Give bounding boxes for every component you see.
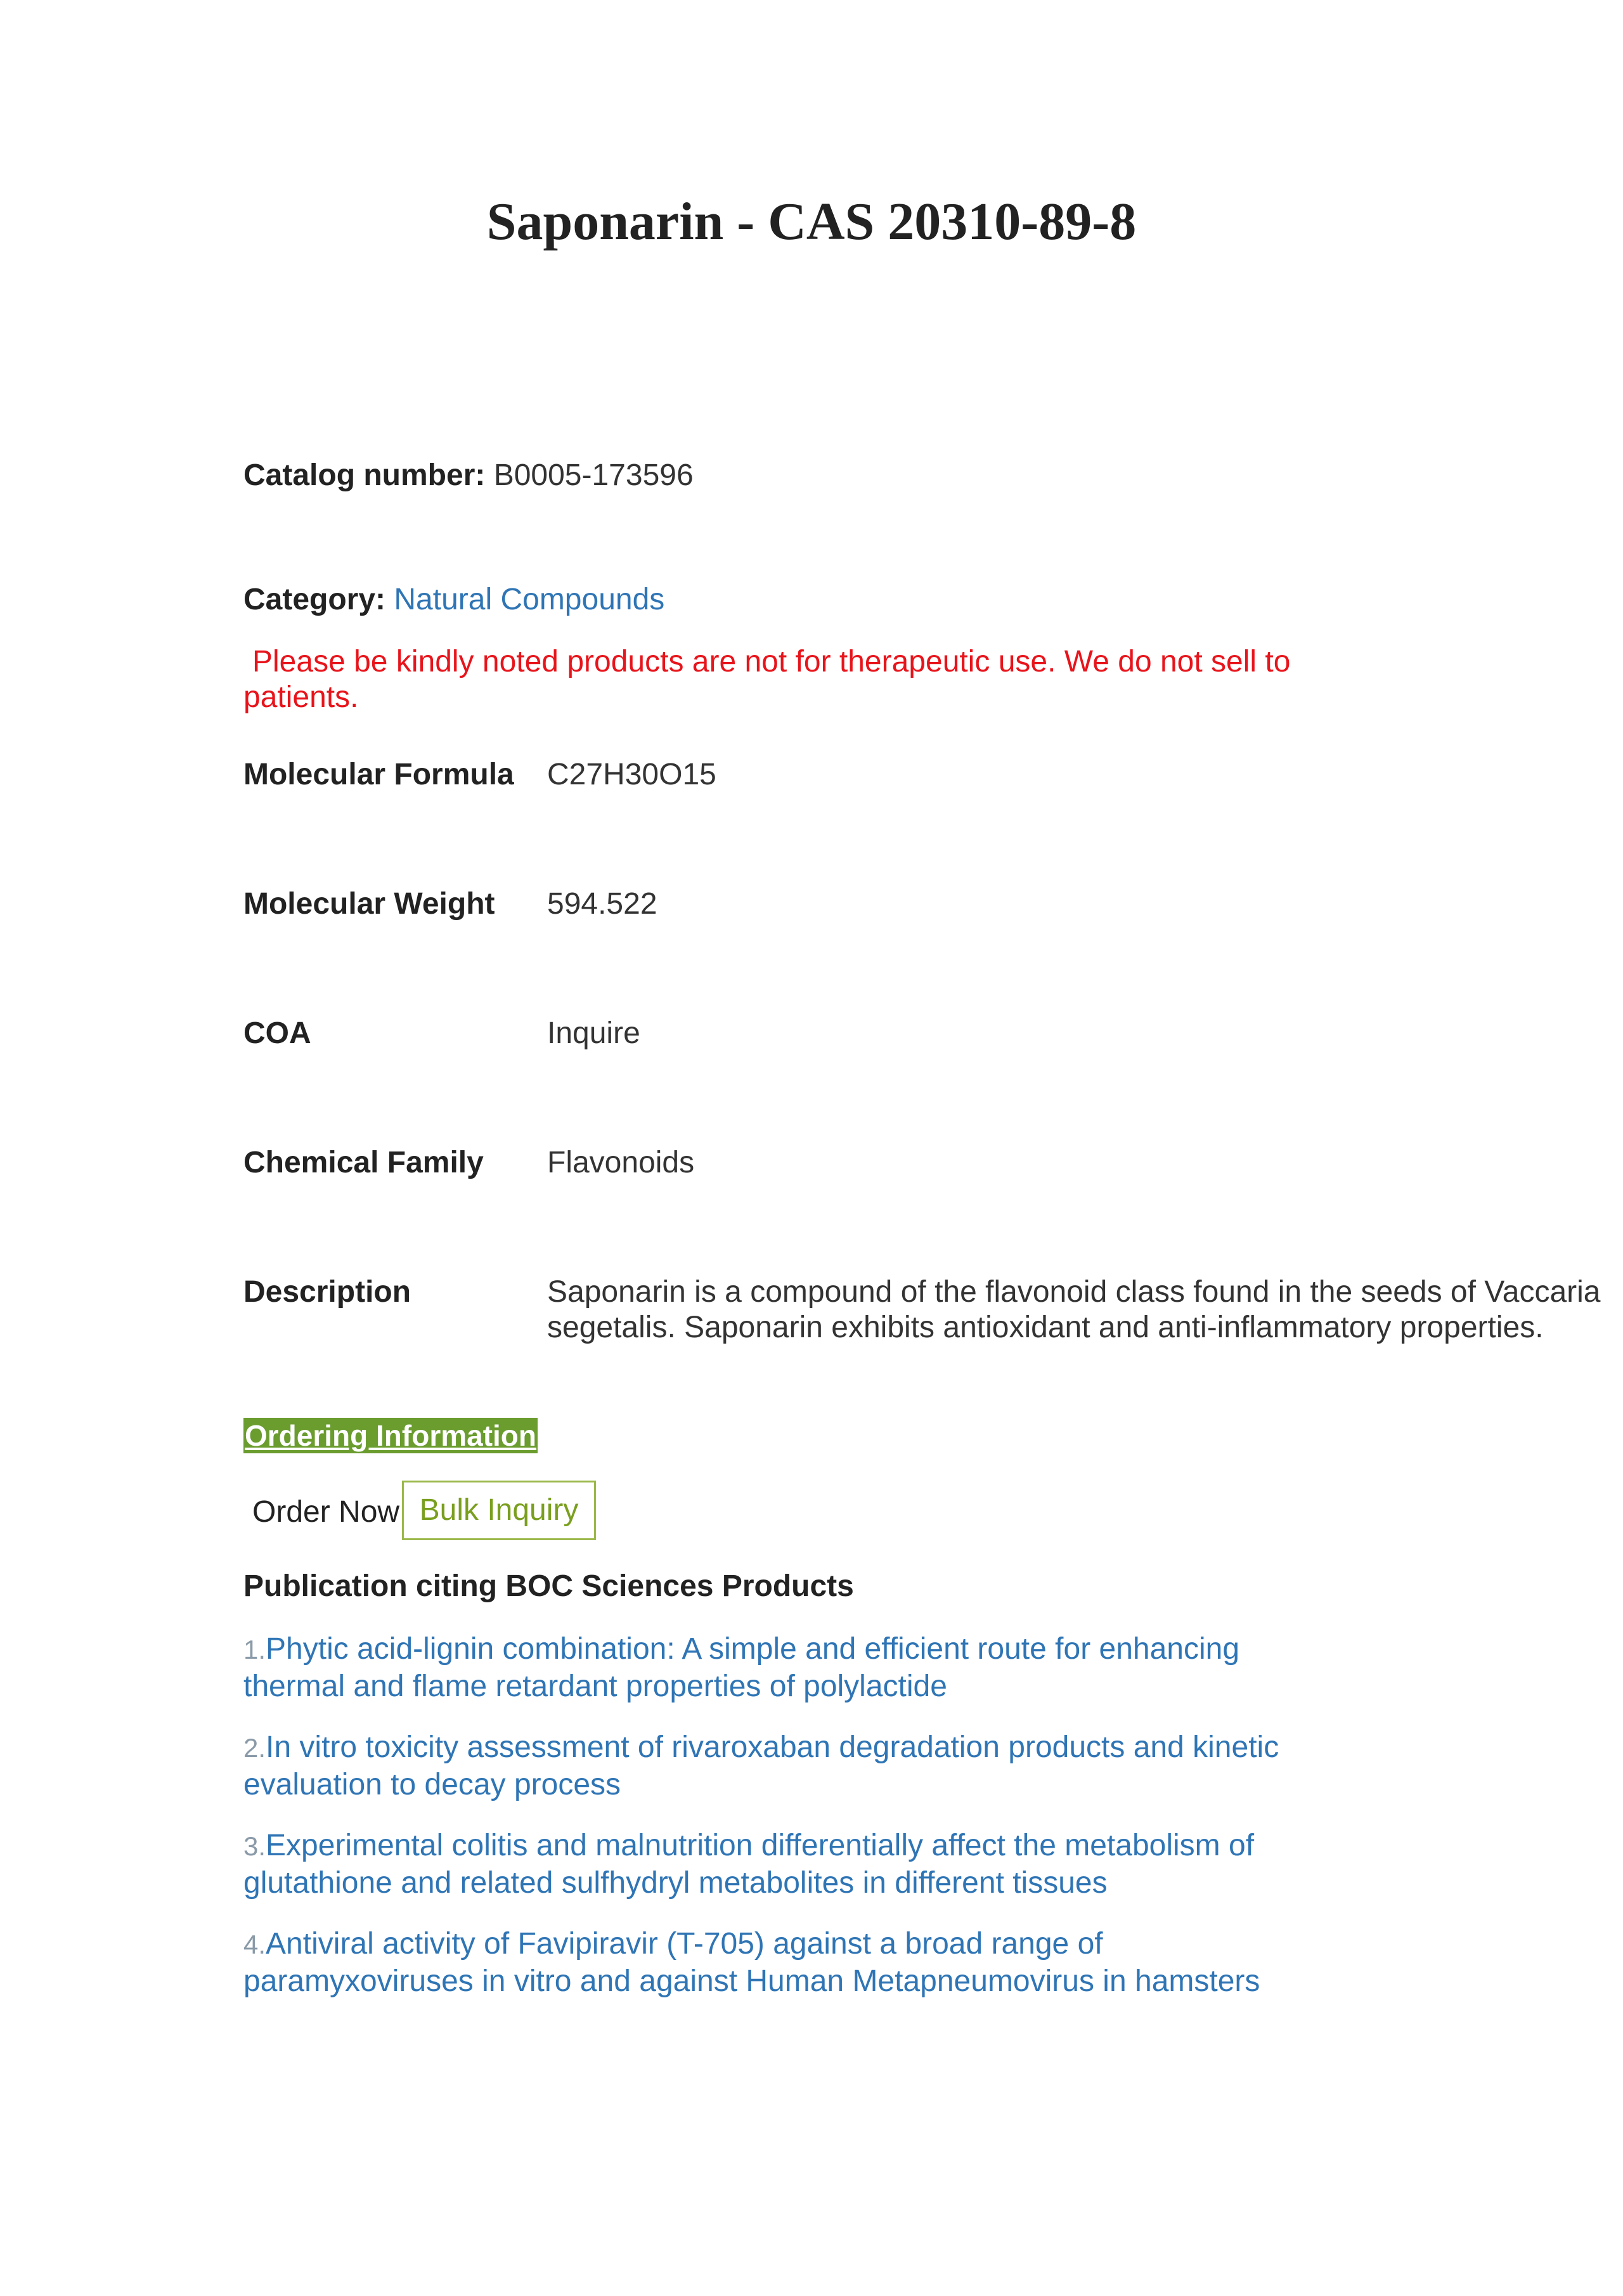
publication-title-line-2[interactable]: evaluation to decay process — [243, 1768, 621, 1801]
catalog-number-value: B0005-173596 — [493, 458, 694, 492]
description-line-1: Saponarin is a compound of the flavonoid class found in the seeds of Vaccaria — [547, 1275, 1601, 1309]
publication-title-line-1[interactable]: In vitro toxicity assessment of rivaroxaban degradation products and kinetic — [266, 1730, 1279, 1764]
publication-item[interactable] — [243, 1827, 1334, 1902]
publication-title-line-1[interactable]: Antiviral activity of Favipiravir (T-705) against a broad range of — [266, 1927, 1103, 1961]
chemical-family-label: Chemical Family — [243, 1146, 484, 1179]
publication-number: 2. — [243, 1733, 266, 1763]
publication-title-line-2[interactable]: glutathione and related sulfhydryl metabolites in different tissues — [243, 1866, 1108, 1900]
publication-item[interactable] — [243, 1729, 1334, 1803]
category-row — [243, 582, 664, 618]
publication-number: 1. — [243, 1635, 266, 1664]
publication-number: 3. — [243, 1831, 266, 1861]
publication-title-line-1[interactable]: Phytic acid-lignin combination: A simple and efficient route for enhancing — [266, 1632, 1240, 1666]
coa-label: COA — [243, 1016, 311, 1050]
molecular-formula-label: Molecular Formula — [243, 758, 514, 791]
order-now-button[interactable]: Order Now — [252, 1495, 400, 1529]
ordering-information-heading: Ordering Information — [245, 1419, 536, 1452]
category-label: Category: — [243, 583, 386, 616]
publication-number: 4. — [243, 1930, 266, 1959]
notice-line-2: patients. — [243, 680, 359, 714]
catalog-number-label: Catalog number: — [243, 458, 486, 492]
publications-heading: Publication citing BOC Sciences Products — [243, 1569, 854, 1603]
description-text — [547, 1274, 1623, 1346]
notice-line-1: Please be kindly noted products are not for therapeutic use. We do not sell to — [252, 645, 1291, 678]
publication-title-line-2[interactable]: thermal and flame retardant properties of polylactide — [243, 1670, 947, 1703]
description-line-2: segetalis. Saponarin exhibits antioxidant and anti-inflammatory properties. — [547, 1311, 1544, 1344]
publication-title-line-1[interactable]: Experimental colitis and malnutrition differentially affect the metabolism of — [266, 1829, 1255, 1862]
bulk-inquiry-button[interactable]: Bulk Inquiry — [402, 1481, 596, 1540]
molecular-formula-value: C27H30O15 — [547, 758, 716, 791]
chemical-family-link[interactable]: Flavonoids — [547, 1146, 695, 1179]
catalog-number-row — [243, 458, 694, 493]
molecular-weight-value: 594.522 — [547, 887, 657, 921]
coa-inquire-link[interactable]: Inquire — [547, 1016, 640, 1050]
category-link[interactable]: Natural Compounds — [394, 583, 665, 616]
publication-title-line-2[interactable]: paramyxoviruses in vitro and against Human Metapneumovirus in hamsters — [243, 1964, 1260, 1998]
description-label: Description — [243, 1275, 411, 1309]
molecular-weight-label: Molecular Weight — [243, 887, 495, 921]
publication-item[interactable] — [243, 1926, 1334, 2000]
publication-item[interactable] — [243, 1631, 1334, 1705]
page-title: Saponarin - CAS 20310-89-8 — [486, 192, 1137, 251]
therapeutic-use-notice — [243, 644, 1296, 715]
